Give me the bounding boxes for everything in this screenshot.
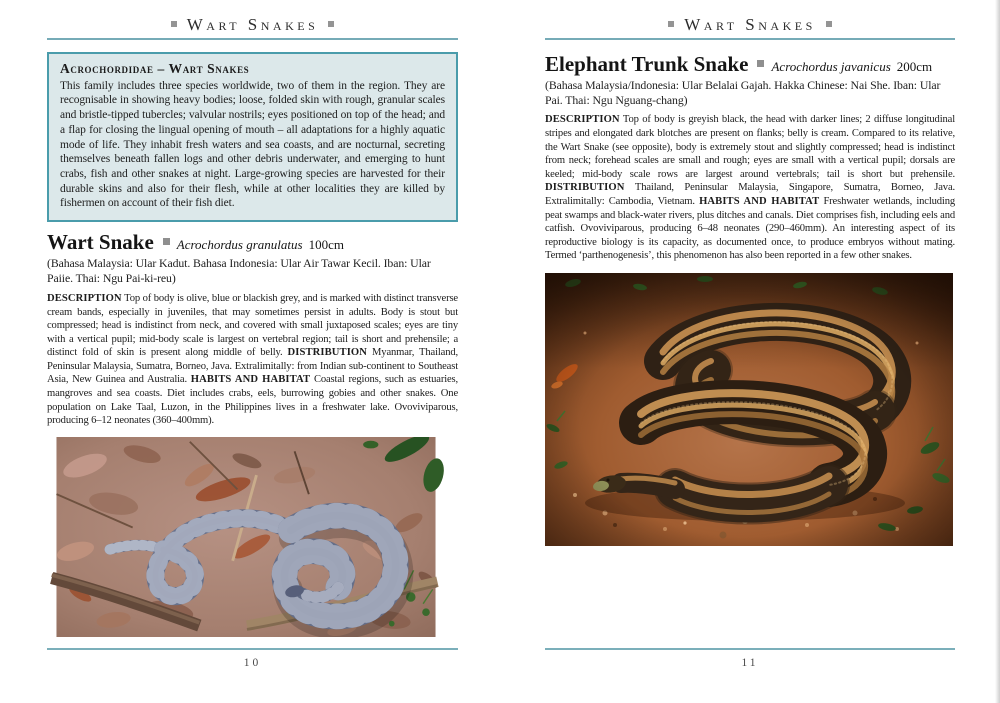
square-bullet-icon xyxy=(826,21,832,27)
distribution-label: DISTRIBUTION xyxy=(287,347,368,359)
species-heading xyxy=(47,231,458,253)
family-box-title: Acrochordidae – Wart Snakes xyxy=(60,60,250,76)
species-account xyxy=(545,113,955,263)
species-scientific-name: Acrochordus granulatus xyxy=(176,237,303,253)
page-number: 10 xyxy=(243,657,262,669)
habitat-text: Coastal regions, such as estuaries, mangroves and sea coasts. Diet includes crabs, eels, burrowing gobies and other snakes. One population on Lake Taal, Luzon, in the Philippines lives in a freshwater lake. Ovoviviparous, producing 6–12 neonates (360–400mm). xyxy=(47,374,459,427)
habitat-label: HABITS AND HABITAT xyxy=(699,196,820,208)
description-label: DESCRIPTION xyxy=(545,114,620,126)
square-bullet-icon xyxy=(171,21,177,27)
species-heading xyxy=(545,53,955,75)
header-rule xyxy=(545,38,955,40)
species-common-name: Elephant Trunk Snake xyxy=(545,51,749,76)
species-local-names: (Bahasa Malaysia: Ular Kadut. Bahasa Indonesia: Ular Air Tawar Kecil. Iban: Ular Paiie. Thai: Ngu Pai-ki-reu) xyxy=(47,256,431,286)
right-page xyxy=(500,0,1000,703)
square-bullet-icon xyxy=(757,60,764,67)
family-box-text: This family includes three species worldwide, two of them in the region. They are recognisable in showing heavy bodies; loose, folded skin with rough, granular scales and bristle-tipped tubercles; valvular nostrils; eyes positioned on top of the head; and a flap for closing the lingual opening of mouth – all adaptations for a highly aquatic mode of life. They inhabit fresh waters and sea coasts, and are nocturnal, secreting themselves beneath fallen logs and other debris underwater, and emerging to hunt crabs, fish and other snakes at night. Large-growing species are harvested for their durable skins and also for their flesh, while at other localities they are killed by fishermen on account of their fish diet. xyxy=(60,79,445,210)
family-info-box xyxy=(47,52,458,222)
habitat-label: HABITS AND HABITAT xyxy=(190,374,311,386)
description-text: Top of body is greyish black, the head with darker lines; 2 diffuse longitudinal stripes and elongated dark blotches are present on flanks; belly is cream. Compared to its relative, the Wart Snake (see opposite), body is extremely stout and slightly compressed; head is indistinct from neck; forehead scales are small and rough; eyes are small with a vertical pupil; dorsals are keeled; mid-body scale rows are largest around vertebrals; tail is short but prehensile. xyxy=(545,114,955,180)
species-scientific-name: Acrochordus javanicus xyxy=(771,58,891,74)
habitat-text: Freshwater wetlands, including peat swamps and black-water rivers, plus ditches and canals. Diet comprises fish, including eels and catfish. Ovoviviparous, producing 6–48 neonates (290–460mm). An interesting aspect of its reproductive biology is its capacity, as documented once, to produce embryos without mating. Termed ‘parthenogenesis’, this phenomenon has also been reported in a few other snakes. xyxy=(545,196,956,262)
page-number: 11 xyxy=(741,657,759,669)
species-common-name: Wart Snake xyxy=(47,230,154,255)
page-edge-shadow xyxy=(995,0,1000,703)
running-header-title: Wart Snakes xyxy=(186,15,319,34)
square-bullet-icon xyxy=(328,21,334,27)
species-account xyxy=(47,292,458,428)
running-header xyxy=(545,16,955,35)
elephant-trunk-snake-photo xyxy=(545,273,953,546)
distribution-label: DISTRIBUTION xyxy=(545,182,625,194)
square-bullet-icon xyxy=(163,238,170,245)
header-rule xyxy=(47,38,458,40)
species-length: 200cm xyxy=(896,58,933,74)
square-bullet-icon xyxy=(668,21,674,27)
running-header-title: Wart Snakes xyxy=(684,15,816,34)
distribution-text: Thailand, Peninsular Malaysia, Singapore, Sumatra, Borneo, Java. Extralimitally: Cambodia, Vietnam. xyxy=(545,182,955,208)
species-length: 100cm xyxy=(308,237,344,253)
running-header xyxy=(47,16,458,35)
footer-rule xyxy=(47,648,458,650)
species-local-names: (Bahasa Malaysia/Indonesia: Ular Belalai Gajah. Hakka Chinese: Nai She. Iban: Ular Pai. Thai: Ngu Nguang-chang) xyxy=(545,77,941,107)
description-text: Top of body is olive, blue or blackish grey, and is marked with distinct transverse cream bands, especially in juveniles, that may sometimes persist in adults. Body is stout but compressed; head is indistinct from neck, and covered with small juxtaposed scales; eyes are tiny with a vertical pupil; mid-body scale is largest on vertebral region; tail is short and prehensile; a distinct fold of skin is present along middle of belly. xyxy=(47,292,458,359)
footer-rule xyxy=(545,648,955,650)
description-label: DESCRIPTION xyxy=(47,292,122,304)
wart-snake-photo xyxy=(47,437,445,637)
distribution-text: Myanmar, Thailand, Peninsular Malaysia, Sumatra, Borneo, Java. Extralimitally: from Indian sub-continent to Southeast Asia, New Guinea and Australia. xyxy=(47,347,459,386)
